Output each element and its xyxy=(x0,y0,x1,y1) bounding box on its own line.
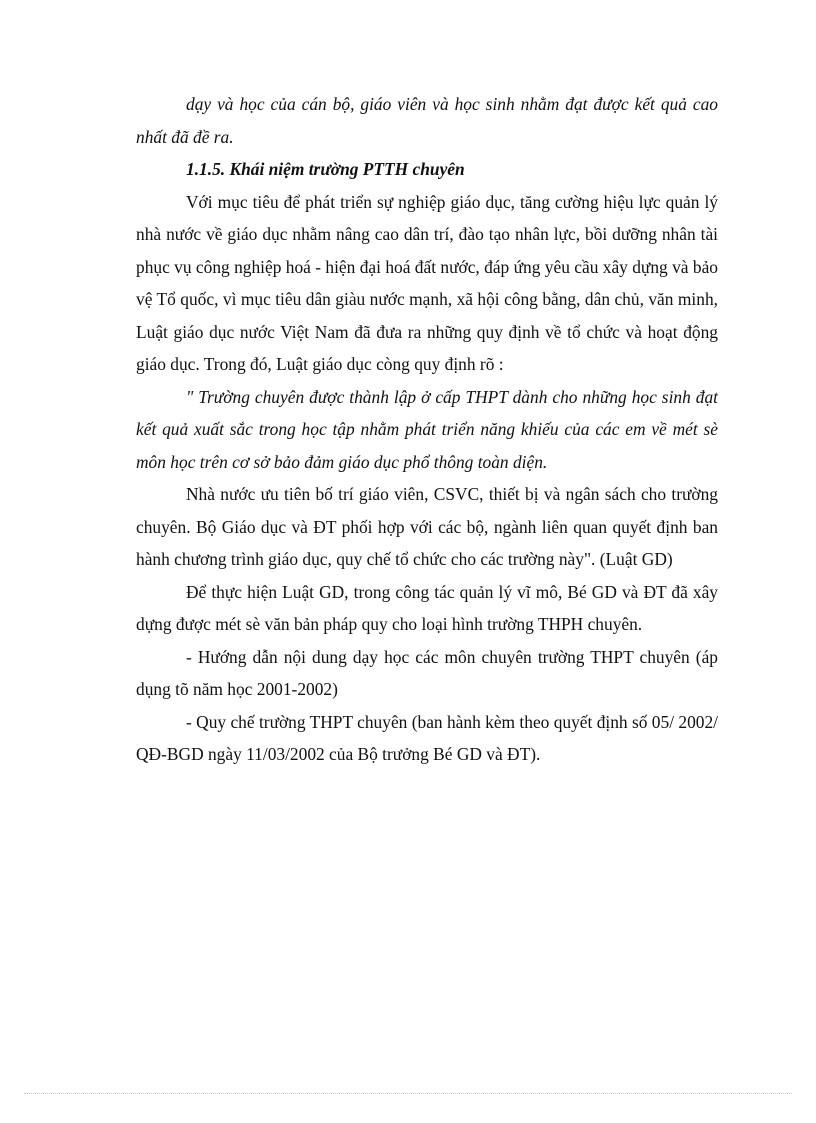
section-heading: 1.1.5. Khái niệm trường PTTH chuyên xyxy=(186,159,465,179)
list-item-regulation: - Quy chế trường THPT chuyên (ban hành kèm theo quyết định số 05/ 2002/ QĐ-BGD ngày 11/03/2002 của Bộ trưởng Bé GD và ĐT). xyxy=(136,711,718,764)
paragraph-intro-continuation: dạy và học của cán bộ, giáo viên và học sinh nhằm đạt được kết quả cao nhất đã đề ra. xyxy=(136,94,718,147)
paragraph-state-priority: Nhà nước ưu tiên bố trí giáo viên, CSVC, thiết bị và ngân sách cho trường chuyên. Bộ Giáo dục và ĐT phối hợp với các bộ, ngành liên quan quyết định ban hành chương trình giáo dục, quy chế tổ chức cho các trường này". (Luật GD) xyxy=(136,484,718,569)
list-item-guidance: - Hướng dẫn nội dung dạy học các môn chuyên trường THPT chuyên (áp dụng tõ năm học 2001-2002) xyxy=(136,646,718,699)
page-bottom-divider xyxy=(24,1093,792,1094)
paragraph-law-intro: Với mục tiêu để phát triển sự nghiệp giáo dục, tăng cường hiệu lực quản lý nhà nước về giáo dục nhằm nâng cao dân trí, đào tạo nhân lực, bồi dưỡng nhân tài phục vụ công nghiệp hoá - hiện đại hoá đất nước, đáp ứng yêu cầu xây dựng và bảo vệ Tổ quốc, vì mục tiêu dân giàu nước mạnh, xã hội công bằng, dân chủ, văn minh, Luật giáo dục nước Việt Nam đã đưa ra những quy định về tổ chức và hoạt động giáo dục. Trong đó, Luật giáo dục còng quy định rõ : xyxy=(136,191,718,374)
paragraph-quote: " Trường chuyên được thành lập ở cấp THPT dành cho những học sinh đạt kết quả xuất sắc trong học tập nhằm phát triển năng khiếu của các em về mét sè môn học trên cơ sở bảo đảm giáo dục phổ thông toàn diện. xyxy=(136,386,718,472)
paragraph-implementation: Để thực hiện Luật GD, trong công tác quản lý vĩ mô, Bé GD và ĐT đã xây dựng được mét sè văn bản pháp quy cho loại hình trường THPH chuyên. xyxy=(136,581,718,634)
page-body xyxy=(136,88,718,771)
